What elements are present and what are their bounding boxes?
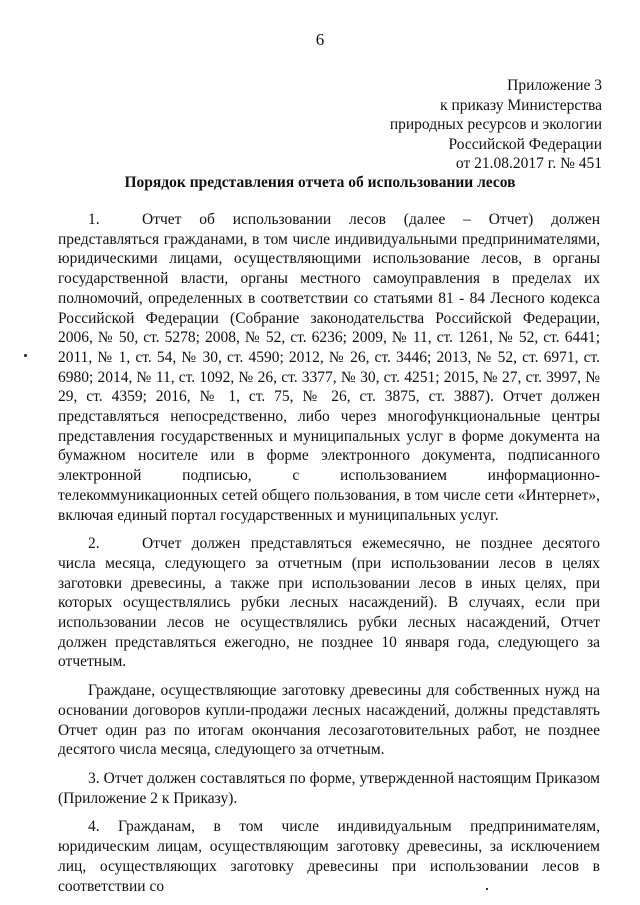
paragraph-text: Отчет должен представляться ежемесячно, не позднее десятого числа месяца, следующего за отчетным (при использовании лесов в целях заготовки древесины, а также при использовании лесов в иных целях, при которых осуществлялись рубки лесных насаждений). В случаях, если при использовании лесов не осуществлялись рубки лесных насаждений, Отчет должен представляться ежегодно, не позднее 10 января года, следующего за отчетным. xyxy=(58,535,600,671)
scan-speck xyxy=(486,888,488,890)
paragraph-2-continued: Граждане, осуществляющие заготовку древесины для собственных нужд на основании договоров купли-продажи лесных насаждений, должны представлять Отчет один раз по итогам окончания лесозаготовительных работ, не позднее десятого числа месяца, следующего за отчетным. xyxy=(58,682,600,759)
document-body xyxy=(58,210,600,896)
paragraph-number: 2. xyxy=(88,535,100,553)
paragraph-4: 4. Гражданам, в том числе индивидуальным предпринимателям, юридическим лицам, осуществляющим заготовку древесины, за исключением лиц, осуществляющих заготовку древесины при использовании лесов в соответствии со xyxy=(58,818,600,895)
page-number: 6 xyxy=(315,30,325,49)
paragraph-1 xyxy=(58,210,600,525)
paragraph-3: 3. Отчет должен составляться по форме, утвержденной настоящим Приказом (Приложение 2 к Приказу). xyxy=(58,769,600,807)
appendix-line: природных ресурсов и экологии xyxy=(389,116,602,133)
scan-speck xyxy=(24,354,27,357)
appendix-header xyxy=(390,76,602,174)
appendix-line: Приложение 3 xyxy=(507,77,602,94)
paragraph-number: 1. xyxy=(88,211,100,228)
appendix-line: от 21.08.2017 г. № 451 xyxy=(455,155,602,172)
paragraph-text: Отчет об использовании лесов (далее – Отчет) должен представляться гражданами, в том числе индивидуальными предпринимателями, юридическими лицами, осуществляющими использование лесов, в органы государственной власти, органы местного самоуправления в пределах их полномочий, определенных в соответствии со статьями 81 - 84 Лесного кодекса Российской Федерации (Собрание законодательства Российской Федерации, 2006, № 50, ст. 5278; 2008, № 52, ст. 6236; 2009, № 11, ст. 1261, № 52, ст. 6441; 2011, № 1, ст. 54, № 30, ст. 4590; 2012, № 26, ст. 3446; 2013, № 52, ст. 6971, ст. 6980; 2014, № 11, ст. 1092, № 26, ст. 3377, № 30, ст. 4251; 2015, № 27, ст. 3997, № 29, ст. 4359; 2016, № 1, ст. 75, № 26, ст. 3875, ст. 3887). Отчет должен представляться непосредственно, либо через многофункциональные центры представления государственных и муниципальных услуг в форме документа на бумажном носителе или в форме электронного документа, подписанного электронной подписью, с использованием информационно-телекоммуникационных сетей общего пользования, в том числе сети «Интернет», включая единый портал государственных и муниципальных услуг. xyxy=(58,211,600,524)
appendix-line: Российской Федерации xyxy=(448,135,602,153)
paragraph-2 xyxy=(58,534,600,672)
appendix-line: к приказу Министерства xyxy=(440,96,602,114)
document-title: Порядок представления отчета об использовании лесов xyxy=(124,174,516,191)
